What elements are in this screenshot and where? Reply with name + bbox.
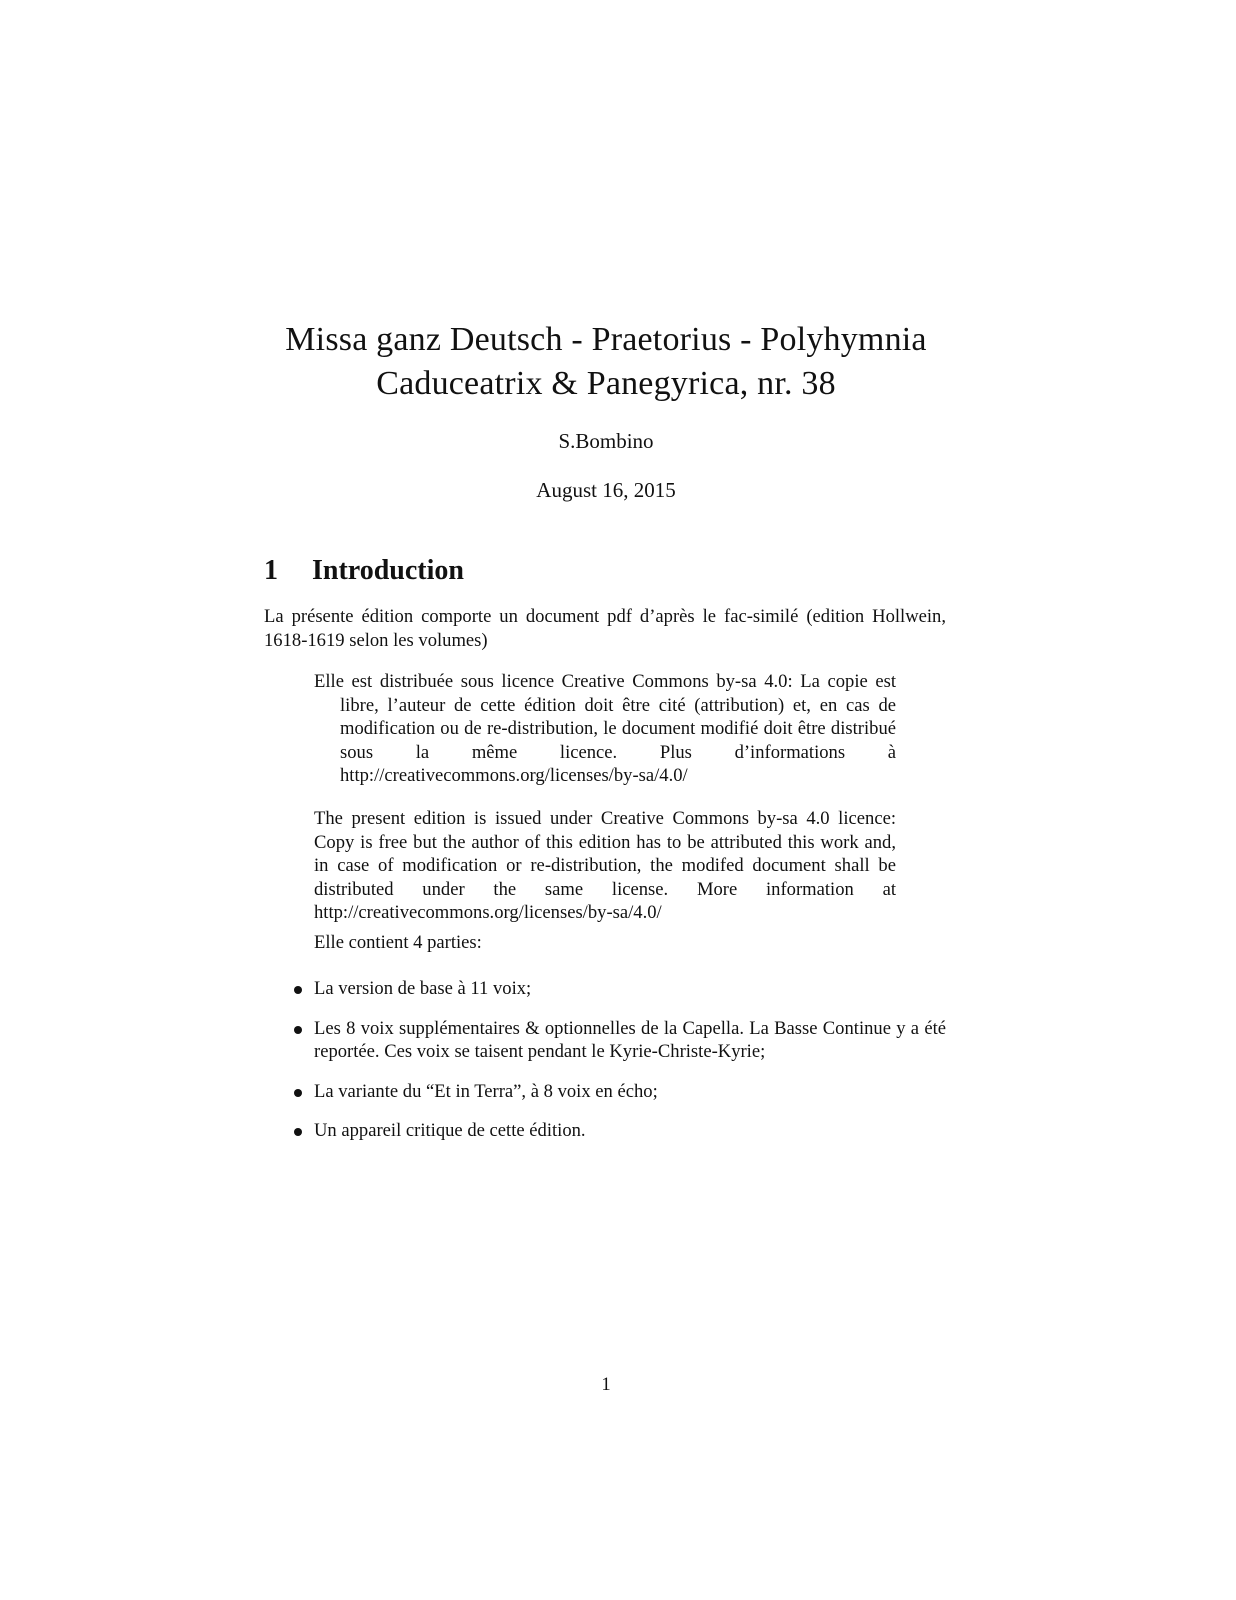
document-title [0,318,1212,406]
intro-paragraph: La présente édition comporte un document pdf d’après le fac-similé (edition Hollwein, 1618-1619 selon les volumes) [264,606,946,651]
license-quote-english: The present edition is issued under Creative Commons by-sa 4.0 licence: Copy is free but the author of this edition has to be attributed this work and, in case of modification or re-distribution, the modifed document shall be distributed under the same license. More information at http://creativecommons.org/licenses/by-sa/4.0/ [314,808,896,924]
bullet-icon [294,1128,302,1136]
list-item-text: La variante du “Et in Terra”, à 8 voix en écho; [314,1080,658,1102]
list-item [264,977,946,1001]
bullet-icon [294,986,302,994]
list-item [264,1119,946,1143]
section-heading [264,554,464,588]
bullet-icon [294,1026,302,1034]
list-item-text: Un appareil critique de cette édition. [314,1120,586,1142]
parts-intro: Elle contient 4 parties: [314,932,482,953]
list-item-text: Les 8 voix supplémentaires & optionnelles de la Capella. La Basse Continue y a été reportée. Ces voix se taisent pendant le Kyrie-Christe-Kyrie; [314,1017,946,1063]
list-item-text: La version de base à 11 voix; [314,978,532,999]
title-line-2: Caduceatrix & Panegyrica, nr. 38 [376,365,836,402]
bullet-icon [294,1089,302,1097]
page-number: 1 [601,1374,611,1395]
list-item [264,1017,946,1064]
document-date: August 16, 2015 [536,478,676,502]
parts-list [264,977,946,1159]
title-line-1: Missa ganz Deutsch - Praetorius - Polyhymnia [285,321,927,358]
section-title: Introduction [312,555,464,586]
license-quote-french: Elle est distribuée sous licence Creative Commons by-sa 4.0: La copie est libre, l’auteur de cette édition doit être cité (attribution) et, en cas de modification ou de re-distribution, le document modifié doit être distribué sous la même licence. Plus d’informations à http://creativecommons.org/licenses/by-sa/4.0/ [314,671,896,787]
section-number: 1 [264,555,278,586]
list-item [264,1080,946,1104]
document-author: S.Bombino [558,429,654,453]
